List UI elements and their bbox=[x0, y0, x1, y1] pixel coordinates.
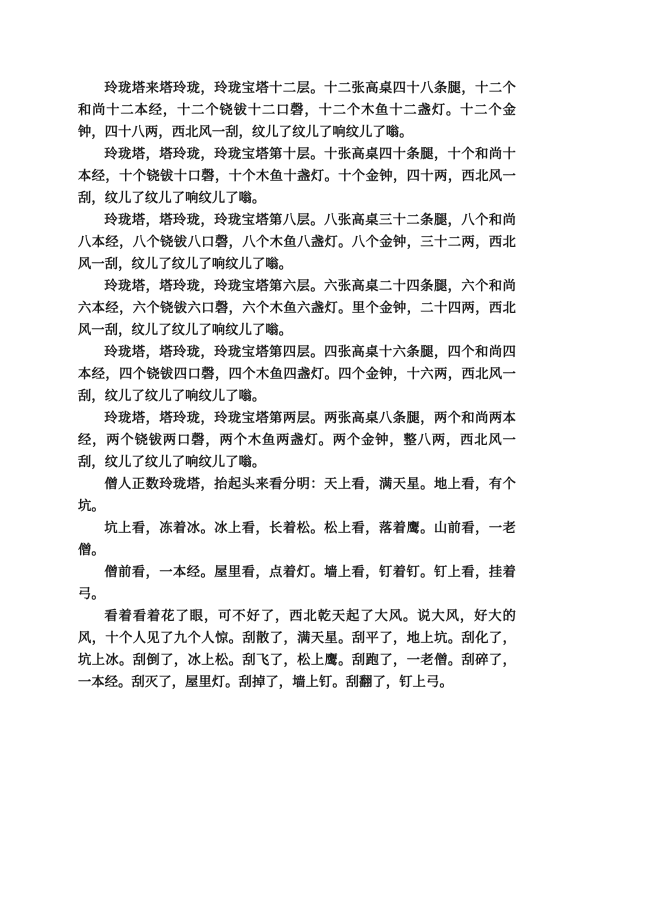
paragraph-2: 玲珑塔，塔玲珑，玲珑宝塔第十层。十张高桌四十条腿，十个和尚十本经，十个铙钹十口磬，十个木鱼十盏灯。十个金钟，四十两，西北风一刮，纹儿了纹儿了响纹儿了嗡。 bbox=[78, 147, 516, 206]
paragraph-7: 僧人正数玲珑塔，抬起头来看分明：天上看，满天星。地上看，有个坑。 bbox=[78, 477, 516, 514]
paragraph-9: 僧前看，一本经。屋里看，点着灯。墙上看，钉着钉。钉上看，挂着弓。 bbox=[78, 565, 516, 602]
document-page bbox=[78, 78, 516, 694]
paragraph-8: 坑上看，冻着冰。冰上看，长着松。松上看，落着鹰。山前看，一老僧。 bbox=[78, 521, 516, 558]
paragraph-1: 玲珑塔来塔玲珑，玲珑宝塔十二层。十二张高桌四十八条腿，十二个和尚十二本经，十二个铙钹十二口磬，十二个木鱼十二盏灯。十二个金钟，四十八两，西北风一刮，纹儿了纹儿了响纹儿了嗡。 bbox=[78, 81, 516, 140]
paragraph-4: 玲珑塔，塔玲珑，玲珑宝塔第六层。六张高桌二十四条腿，六个和尚六本经，六个铙钹六口磬，六个木鱼六盏灯。里个金钟，二十四两，西北风一刮，纹儿了纹儿了响纹儿了嗡。 bbox=[78, 279, 516, 338]
paragraph-3: 玲珑塔，塔玲珑，玲珑宝塔第八层。八张高桌三十二条腿，八个和尚八本经，八个铙钹八口磬，八个木鱼八盏灯。八个金钟，三十二两，西北风一刮，纹儿了纹儿了响纹儿了嗡。 bbox=[78, 213, 516, 272]
paragraph-5: 玲珑塔，塔玲珑，玲珑宝塔第四层。四张高桌十六条腿，四个和尚四本经，四个铙钹四口磬，四个木鱼四盏灯。四个金钟，十六两，西北风一刮，纹儿了纹儿了响纹儿了嗡。 bbox=[78, 345, 516, 404]
paragraph-6: 玲珑塔，塔玲珑，玲珑宝塔第两层。两张高桌八条腿，两个和尚两本经，两个铙钹两口磬，两个木鱼两盏灯。两个金钟，整八两，西北风一刮，纹儿了纹儿了响纹儿了嗡。 bbox=[78, 411, 516, 470]
paragraph-10: 看着看着花了眼，可不好了，西北乾天起了大风。说大风，好大的风，十个人见了九个人惊。刮散了，满天星。刮平了，地上坑。刮化了，坑上冰。刮倒了，冰上松。刮飞了，松上鹰。刮跑了，一老僧。刮碎了，一本经。刮灭了，屋里灯。刮掉了，墙上钉。刮翻了，钉上弓。 bbox=[78, 609, 516, 690]
